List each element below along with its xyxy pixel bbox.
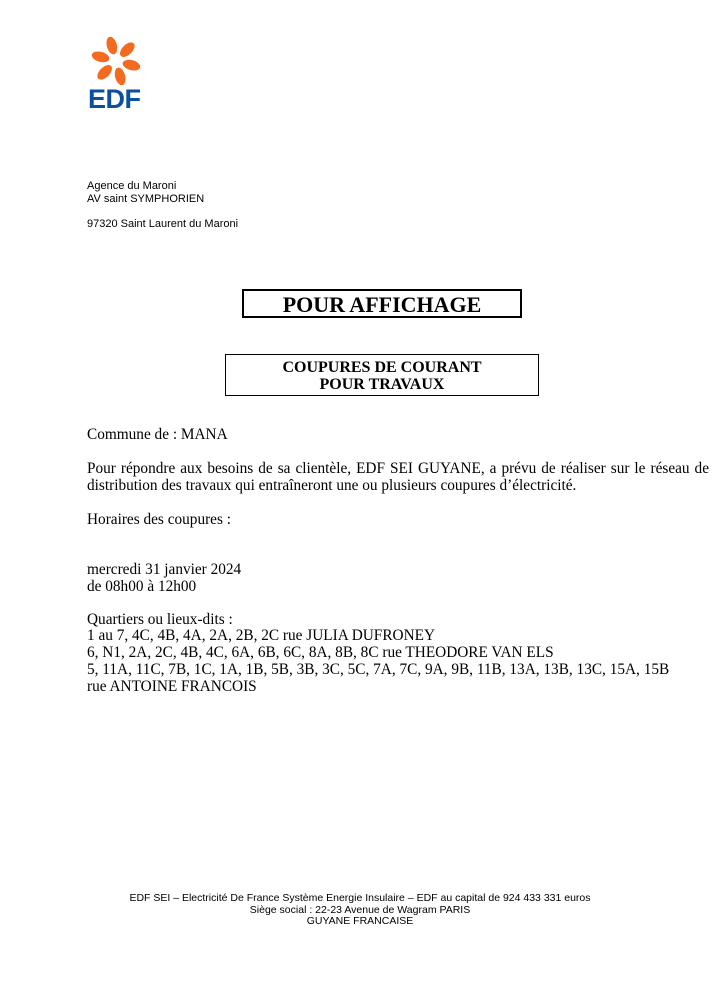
areas-label: Quartiers ou lieux-dits : xyxy=(87,611,233,628)
subhead-box xyxy=(225,354,539,396)
sender-street: AV saint SYMPHORIEN xyxy=(87,193,205,205)
schedule-date: mercredi 31 janvier 2024 xyxy=(87,561,242,578)
schedule-label: Horaires des coupures : xyxy=(87,511,231,528)
area-line: 5, 11A, 11C, 7B, 1C, 1A, 1B, 5B, 3B, 3C, 5C, 7A, 7C, 9A, 9B, 11B, 13A, 13B, 13C, 15A, 15B xyxy=(87,661,670,678)
area-line: 6, N1, 2A, 2C, 4B, 4C, 6A, 6B, 6C, 8A, 8B, 8C rue THEODORE VAN ELS xyxy=(87,644,554,661)
subhead-line2: POUR TRAVAUX xyxy=(319,376,445,393)
intro-paragraph: Pour répondre aux besoins de sa clientèle, EDF SEI GUYANE, a prévu de réaliser sur le réseau de distribution des travaux qui entraîneront une ou plusieurs coupures d’électricité. xyxy=(87,460,709,494)
schedule-time: de 08h00 à 12h00 xyxy=(87,578,197,595)
footer-line2: Siège social : 22-23 Avenue de Wagram PARIS xyxy=(249,903,471,916)
footer-line1: EDF SEI – Electricité De France Système Energie Insulaire – EDF au capital de 924 433 331 euros xyxy=(129,892,591,904)
edf-flower-icon xyxy=(86,34,150,86)
sender-city: 97320 Saint Laurent du Maroni xyxy=(87,218,239,230)
commune: Commune de : MANA xyxy=(87,426,228,443)
footer-line3: GUYANE FRANCAISE xyxy=(306,915,414,927)
footer xyxy=(0,893,720,928)
area-line: 1 au 7, 4C, 4B, 4A, 2A, 2B, 2C rue JULIA DUFRONEY xyxy=(87,627,436,644)
edf-logo-text: EDF xyxy=(88,84,141,114)
area-line: rue ANTOINE FRANCOIS xyxy=(87,678,257,695)
sender-agency: Agence du Maroni xyxy=(87,180,177,192)
headline-box: POUR AFFICHAGE xyxy=(242,289,522,318)
subhead-line1: COUPURES DE COURANT xyxy=(282,359,482,376)
